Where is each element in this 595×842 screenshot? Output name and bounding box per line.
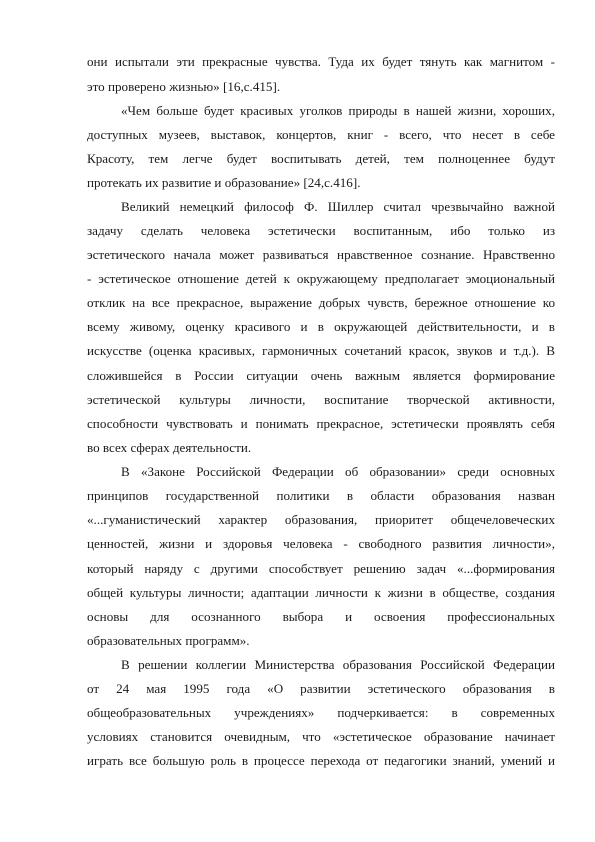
text-line: это проверено жизнью» [16,с.415]. <box>87 79 281 94</box>
text-line: условиях становится очевидным, что «эстетическое образование начинает <box>87 729 555 744</box>
text-line: от 24 мая 1995 года «О развитии эстетического образования в <box>87 681 555 696</box>
text-line: «...гуманистический характер образования, приоритет общечеловеческих <box>87 512 555 527</box>
text-line: эстетического начала может развиваться нравственное сознание. Нравственно <box>87 247 555 262</box>
text-line: основы для осознанного выбора и освоения профессиональных <box>87 609 555 624</box>
text-line: сложившейся в России ситуации очень важным является формирование <box>87 368 555 383</box>
text-line: доступных музеев, выставок, концертов, книг - всего, что несет в себе <box>87 127 555 142</box>
text-line: общеобразовательных учреждениях» подчеркивается: в современных <box>87 705 555 720</box>
text-line: Красоту, тем легче будет воспитывать детей, тем полноценнее будут <box>87 151 555 166</box>
text-line: ценностей, жизни и здоровья человека - свободного развития личности», <box>87 536 555 551</box>
text-line: всему живому, оценку красивого и в окружающей действительности, и в <box>87 319 555 334</box>
text-line: общей культуры личности; адаптации личности к жизни в обществе, создания <box>87 585 555 600</box>
text-line: отклик на все прекрасное, выражение добрых чувств, бережное отношение ко <box>87 295 555 310</box>
text-line: «Чем больше будет красивых уголков природы в нашей жизни, хороших, <box>121 103 555 118</box>
text-line: играть все большую роль в процессе перехода от педагогики знаний, умений и <box>87 753 555 768</box>
text-line: искусстве (оценка красивых, гармоничных сочетаний красок, звуков и т.д.). В <box>87 343 555 358</box>
text-line: протекать их развитие и образование» [24,с.416]. <box>87 175 361 190</box>
text-line: принципов государственной политики в области образования назван <box>87 488 555 503</box>
text-line: они испытали эти прекрасные чувства. Туда их будет тянуть как магнитом - <box>87 54 555 69</box>
text-line: во всех сферах деятельности. <box>87 440 252 455</box>
text-line: В решении коллегии Министерства образования Российской Федерации <box>121 657 555 672</box>
text-line: задачу сделать человека эстетически воспитанным, ибо только из <box>87 223 555 238</box>
text-line: способности чувствовать и понимать прекрасное, эстетически проявлять себя <box>87 416 555 431</box>
text-line: образовательных программ». <box>87 633 250 648</box>
text-line: - эстетическое отношение детей к окружающему предполагает эмоциональный <box>87 271 555 286</box>
text-line: В «Законе Российской Федерации об образовании» среди основных <box>121 464 555 479</box>
text-line: который наряду с другими способствует решению задач «...формирования <box>87 561 555 576</box>
text-line: эстетической культуры личности, воспитание творческой активности, <box>87 392 555 407</box>
text-line: Великий немецкий философ Ф. Шиллер считал чрезвычайно важной <box>121 199 555 214</box>
